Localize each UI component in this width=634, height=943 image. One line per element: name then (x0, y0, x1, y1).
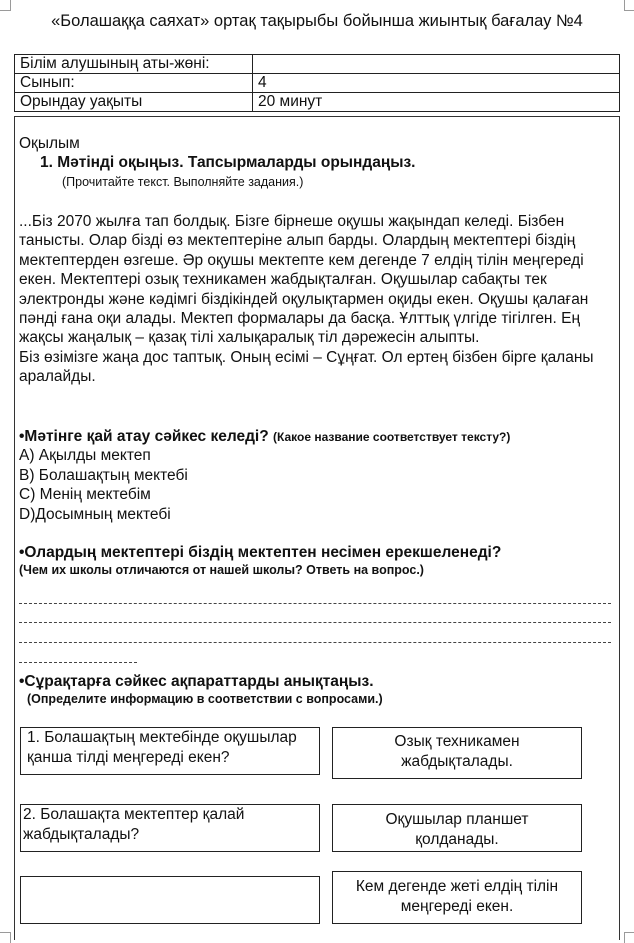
option-a: A) Ақылды мектеп (19, 447, 151, 464)
answer-line (19, 662, 137, 663)
match-question-1: 1. Болашақтың мектебінде оқушылар қанша тілді меңгереді екен? (20, 727, 320, 775)
answer-line (19, 603, 611, 604)
grade-value: 4 (253, 74, 620, 93)
question-3-text: •Сұрақтарға сәйкес ақпараттарды анықтаңыз. (19, 673, 374, 690)
match-answer-3: Кем дегенде жеті елдің тілін меңгереді екен. (332, 871, 582, 924)
reading-text (19, 212, 617, 387)
table-row (15, 74, 620, 93)
question-1-ru: (Какое название соответствует тексту?) (273, 430, 511, 444)
answer-line (19, 622, 611, 623)
duration-label: Орындау уақыты (15, 93, 253, 112)
duration-value: 20 минут (253, 93, 620, 112)
crop-mark-bottom-left (0, 932, 11, 943)
question-3-ru: (Определите информацию в соответствии с вопросами.) (27, 692, 383, 706)
crop-mark-top-right (624, 0, 634, 11)
question-2-ru: (Чем их школы отличаются от нашей школы? Ответь на вопрос.) (19, 563, 424, 577)
option-d: D)Досымның мектебі (19, 505, 171, 523)
task-heading-ru: (Прочитайте текст. Выполняйте задания.) (62, 175, 304, 189)
page-title: «Болашаққа саяхат» ортақ тақырыбы бойынша жиынтық бағалау №4 (51, 12, 583, 30)
section-heading: Оқылым (19, 135, 80, 152)
match-answer-1: Озық техникамен жабдықталады. (332, 727, 582, 779)
match-answer-2: Оқушылар планшет қолданады. (332, 804, 582, 852)
match-question-3 (20, 876, 320, 924)
student-name-value (253, 55, 620, 74)
question-1-text: •Мәтінге қай атау сәйкес келеді? (19, 428, 269, 445)
grade-label: Сынып: (15, 74, 253, 93)
reading-paragraph: ...Біз 2070 жылға тап болдық. Бізге бірнеше оқушы жақындап келеді. Бізбен танысты. Олар бізді өз мектептеріне алып барды. Олардың мектептері біздің мектептерден өзгеше. Әр оқушы мектепте кем дегенде 7 елдің тілін меңгереді екен. Мектептері озық техникамен жабдықталған. Оқушылар сабақты тек электронды және кәдімгі біздікіндей оқулықтармен оқиды екен. Оқушы қалаған пәнді ғана оқи алады. Мектеп формалары да басқа. Ұлттық үлгіде тігілген. Ең жақсы жаңалық – қазақ тілі халықаралық тіл дәрежесін алыпты. (19, 213, 589, 347)
question-2-text: •Олардың мектептері біздің мектептен несімен ерекшеленеді? (19, 544, 502, 561)
match-question-2: 2. Болашақта мектептер қалай жабдықталады? (20, 804, 320, 852)
table-row (15, 93, 620, 112)
crop-mark-top-left (0, 0, 11, 11)
reading-paragraph-2: Біз өзімізге жаңа дос таптық. Оның есімі – Сұңғат. Ол ертең бізбен бірге қаланы аралайды. (19, 348, 594, 386)
student-name-label: Білім алушының аты-жөні: (15, 55, 253, 74)
table-row (15, 55, 620, 74)
info-table (14, 54, 620, 112)
option-b: B) Болашақтың мектебі (19, 466, 188, 484)
question-1-options (19, 446, 188, 524)
answer-line (19, 642, 611, 643)
task-heading: 1. Мәтінді оқыңыз. Тапсырмаларды орындаңыз. (40, 154, 416, 171)
question-1 (19, 427, 510, 448)
option-c: C) Менің мектебім (19, 486, 151, 503)
crop-mark-bottom-right (624, 932, 634, 943)
